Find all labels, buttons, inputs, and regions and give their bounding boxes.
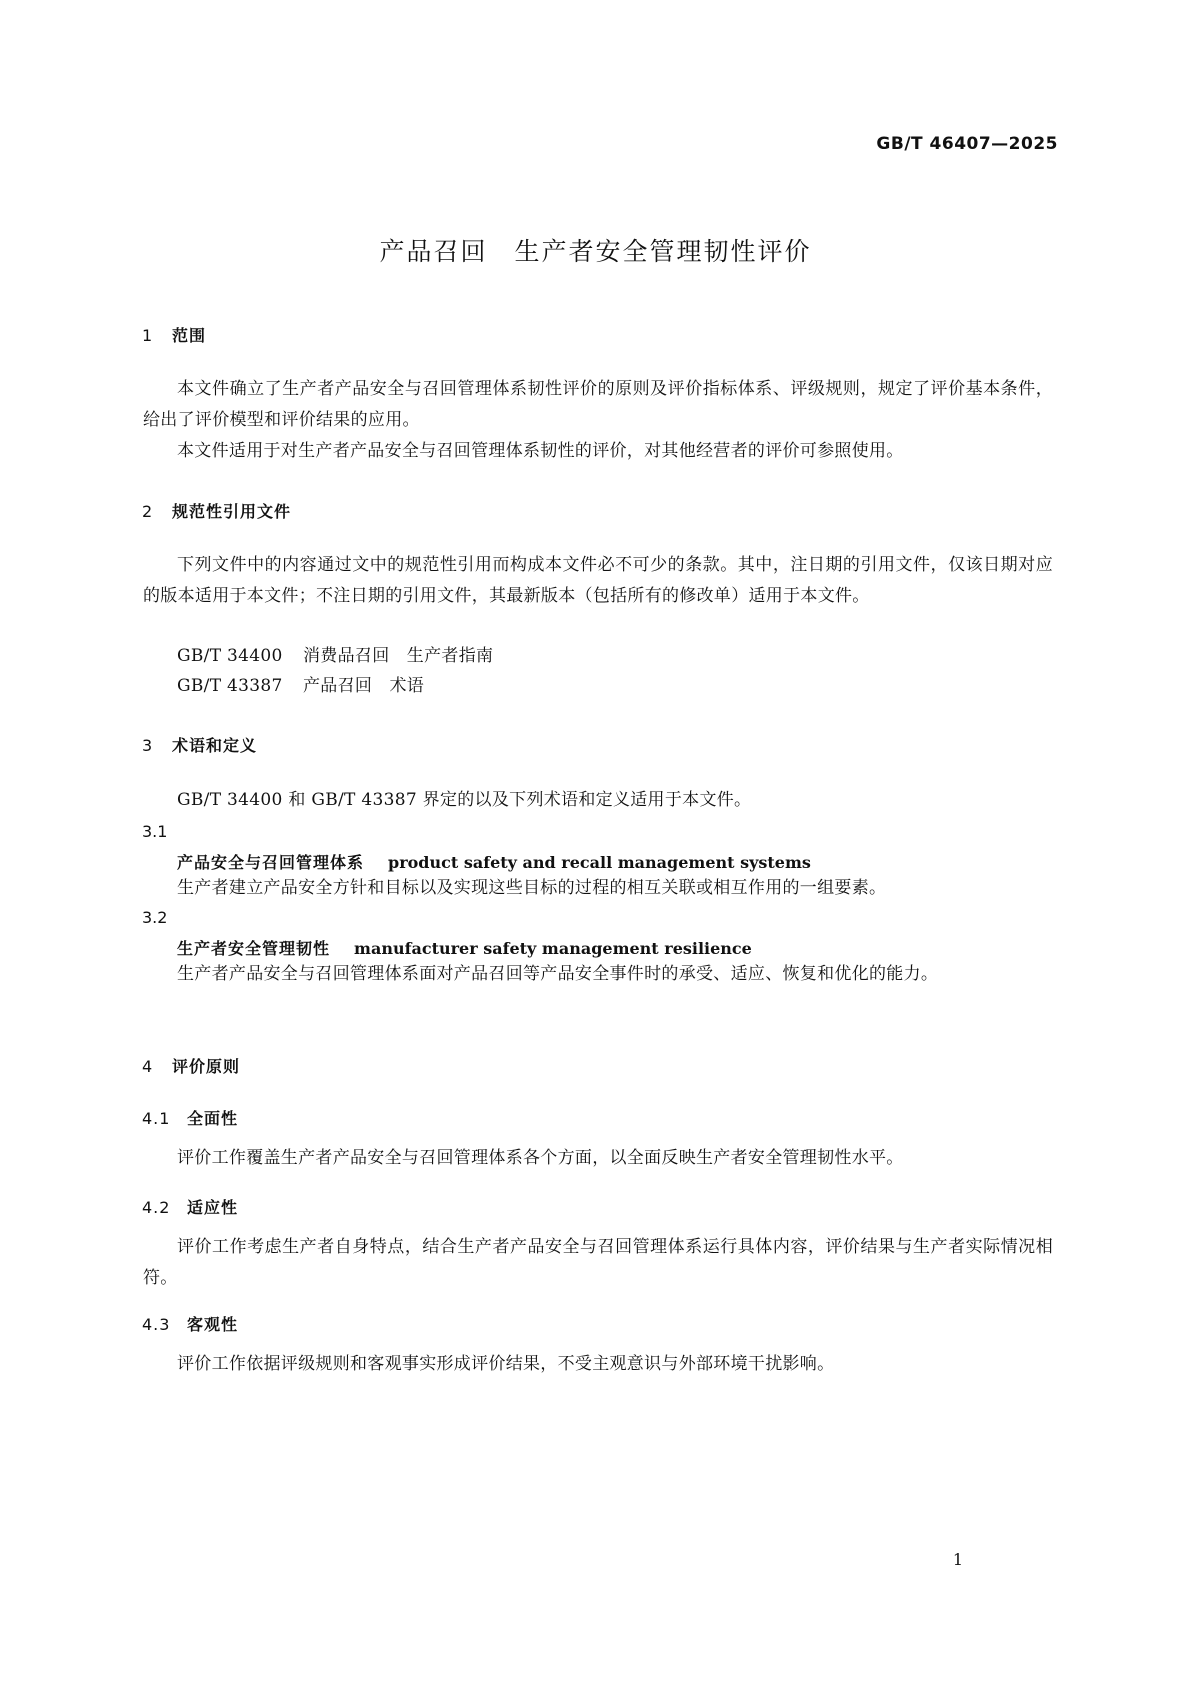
section-title: 术语和定义 <box>172 736 258 755</box>
reference-title: 产品召回 术语 <box>303 676 425 696</box>
section-2-paragraph-1: 下列文件中的内容通过文中的规范性引用而构成本文件必不可少的条款。其中，注日期的引用文件，仅该日期对应的版本适用于本文件；不注日期的引用文件，其最新版本（包括所有的修改单）适用于本文件。 <box>143 555 1053 606</box>
term-number: 3.1 <box>142 822 168 841</box>
subsection-heading <box>142 1195 238 1218</box>
subsection-title: 客观性 <box>187 1315 239 1334</box>
section-number: 2 <box>142 502 154 521</box>
section-title: 规范性引用文件 <box>172 502 292 521</box>
subsection-heading <box>142 1106 238 1129</box>
term-chinese: 产品安全与召回管理体系 <box>177 853 365 872</box>
reference-item <box>177 671 424 702</box>
section-4-heading <box>142 1054 240 1077</box>
reference-code: GB/T 34400 <box>177 646 283 666</box>
term-english: product safety and recall management systems <box>388 853 811 872</box>
subsection-number: 4.3 <box>142 1315 171 1334</box>
section-number: 4 <box>142 1057 154 1076</box>
subsection-text: 评价工作依据评级规则和客观事实形成评价结果，不受主观意识与外部环境干扰影响。 <box>177 1354 835 1374</box>
subsection-title: 全面性 <box>187 1109 239 1128</box>
term-definition: 生产者建立产品安全方针和目标以及实现这些目标的过程的相互关联或相互作用的一组要素。 <box>177 878 887 898</box>
section-3-heading <box>142 733 257 756</box>
reference-item <box>177 641 493 672</box>
section-number: 3 <box>142 736 154 755</box>
section-1-heading <box>142 323 206 346</box>
reference-code: GB/T 43387 <box>177 676 283 696</box>
section-1-paragraph-1: 本文件确立了生产者产品安全与召回管理体系韧性评价的原则及评价指标体系、评级规则，规定了评价基本条件，给出了评价模型和评价结果的应用。 <box>143 379 1053 430</box>
subsection-heading <box>142 1312 238 1335</box>
page-number: 1 <box>952 1550 963 1569</box>
term-english: manufacturer safety management resilience <box>354 939 752 958</box>
subsection-number: 4.2 <box>142 1198 171 1217</box>
subsection-title: 适应性 <box>187 1198 239 1217</box>
term-number: 3.2 <box>142 908 168 927</box>
section-title: 评价原则 <box>172 1057 241 1076</box>
reference-title: 消费品召回 生产者指南 <box>303 646 494 666</box>
subsection-text: 评价工作考虑生产者自身特点，结合生产者产品安全与召回管理体系运行具体内容，评价结果与生产者实际情况相符。 <box>143 1237 1053 1288</box>
term-entry <box>177 850 811 873</box>
section-title: 范围 <box>172 326 207 345</box>
term-definition: 生产者产品安全与召回管理体系面对产品召回等产品安全事件时的承受、适应、恢复和优化的能力。 <box>177 964 939 984</box>
section-3-intro: GB/T 34400 和 GB/T 43387 界定的以及下列术语和定义适用于本文件。 <box>177 790 752 810</box>
subsection-text: 评价工作覆盖生产者产品安全与召回管理体系各个方面，以全面反映生产者安全管理韧性水平。 <box>177 1148 904 1168</box>
term-entry <box>177 936 752 959</box>
term-chinese: 生产者安全管理韧性 <box>177 939 331 958</box>
section-2-heading <box>142 499 291 522</box>
standard-code: GB/T 46407—2025 <box>876 134 1058 154</box>
section-1-paragraph-2: 本文件适用于对生产者产品安全与召回管理体系韧性的评价，对其他经营者的评价可参照使用。 <box>177 441 904 461</box>
section-number: 1 <box>142 326 154 345</box>
document-title: 产品召回 生产者安全管理韧性评价 <box>379 237 812 266</box>
subsection-number: 4.1 <box>142 1109 171 1128</box>
